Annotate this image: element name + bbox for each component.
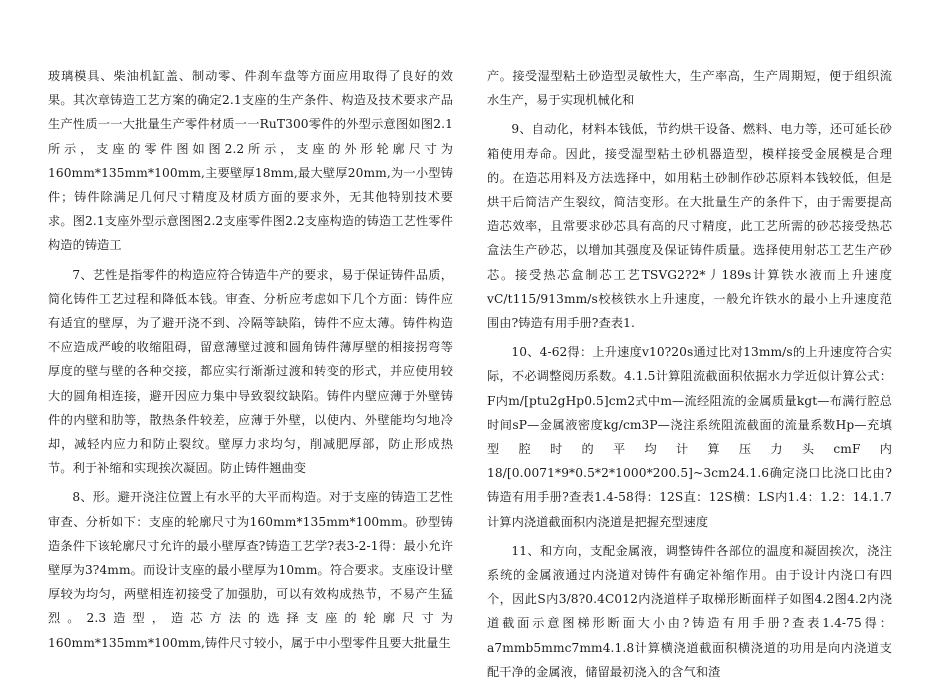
paragraph: 产。接受湿型粘土砂造型灵敏性大，生产率高，生产周期短，便于组织流水生产，易于实现机械化和 (487, 69, 892, 108)
left-column (48, 64, 453, 660)
paragraph: 9、自动化，材料本钱低，节约烘干设备、燃料、电力等，还可延长砂箱使用寿命。因此，接受湿型粘土砂机器造型，模样接受金展模是合理的。在造芯用料及方法选择中，如用粘土砂制作砂芯原料本钱较低，但是烘干后简洁产生裂纹，简洁变形。在大批量生产的条件下，由于需要提高造芯效率，且常要求砂芯具有高的尺寸精度，此工艺所需的砂芯接受热芯盒法生产砂芯，以增加其强度及保证铸件质量。选择使用射芯工艺生产砂芯。接受热芯盒制芯工艺TSVG2?2*丿189s计算铁水液而上升速度vC/t115/913mm/s校核铁水上升速度，一般允许铁水的最小上升速度范围由?铸造有用手册?查表1. (487, 122, 892, 331)
right-column (487, 64, 892, 689)
paragraph: 8、形。避开浇注位置上有水平的大平而构造。对于支座的铸造工艺性审查、分析如下：支座的轮廓尺寸为160mm*135mm*100mm。砂型铸造条件下该轮廓尺寸允许的最小壁厚查?铸造工艺学?表3-2-1得：最小允许壁厚为3?4mm。而设计支座的最小壁厚为10mm。符合要求。支座设计壁厚较为均匀，两壁相连初接受了加强肋，可以有效构成热节，不易产生猛烈。2.3造型，造芯方法的选择支座的轮廓尺寸为160mm*135mm*100mm,铸件尺寸较小，属于中小型零件且要大批量生 (48, 490, 453, 650)
paragraph: 11、和方向，支配金属液，调整铸件各部位的温度和凝固挨次，浇注系统的金属液通过内浇道对铸件有确定补缩作用。由于设计内浇口有四个，因此S内3/8?0.4C012内浇道样子取梯形断面样子如图4.2图4.2内浇道截面示意图梯形断面大小由?铸造有用手册?查表1.4-75得：a7mmb5mmc7mm4.1.8计算横浇道截面积横浇道的功用是向内浇道支配干净的金属液，储留最初浇入的含气和渣 (487, 543, 892, 679)
paragraph: 7、艺性是指零件的构造应符合铸造牛产的要求，易于保证铸件品质，简化铸件工艺过程和降低本钱。审查、分析应考虑如下几个方面：铸件应有适宜的壁厚，为了避开浇不到、冷隔等缺陷，铸件不应太薄。铸件构造不应造成严峻的收缩阻碍，留意薄壁过渡和圆角铸件薄厚壁的相接拐弯等厚度的壁与壁的各种交接，都应实行渐渐过渡和转变的形式，并应使用较大的圆角相连接，避开因应力集中导致裂纹缺陷。铸件内壁应薄于外壁铸件的内壁和肋等，散热条件较差，应薄于外壁，以使内、外壁能均匀地冷却，减轻内应力和防止裂纹。壁厚力求均匀，削减肥厚部，防止形成热节。利于补缩和实现挨次凝固。防止铸件翘曲变 (48, 267, 453, 476)
paragraph: 玻璃模具、柴油机缸盖、制动零、件刹车盘等方面应用取得了良好的效果。其次章铸造工艺方案的确定2.1支座的生产条件、构造及技术要求产品生产性质一一大批量生产零件材质一一RuT300零件的外型示意图如图2.1所示，支座的零件图如图2.2所示，支座的外形轮廓尺寸为160mm*135mm*100mm,主要壁厚18mm,最大壁厚20mm,为一小型铸件；铸件除满足几何尺寸精度及材质方面的要求外，无其他特别技术要求。图2.1支座外型示意图图2.2支座零件图2.2支座构造的铸造工艺性零件构造的铸造工 (48, 69, 453, 253)
paragraph: 10、4-62得：上升速度v10?20s通过比对13mm/s的上升速度符合实际，不必调整阅历系数。4.1.5计算阻流截面积依据水力学近似计算公式：F内m/[ptu2gHp0.5]cm2式中m—流经阻流的金属质量kgt—布满行腔总时间sP—金属液密度kg/cm3P—浇注系统阻流截面的流量系数Hp—充填型腔时的平均计算压力头cmF内18/[0.0071*9*0.5*2*1000*200.5]~3cm24.1.6确定浇口比浇口比由?铸造有用手册?查表1.4-58得：12S直：12S横：LS内1.4：1.2：14.1.7计算内浇道截面积内浇道是把握充型速度 (487, 345, 892, 529)
